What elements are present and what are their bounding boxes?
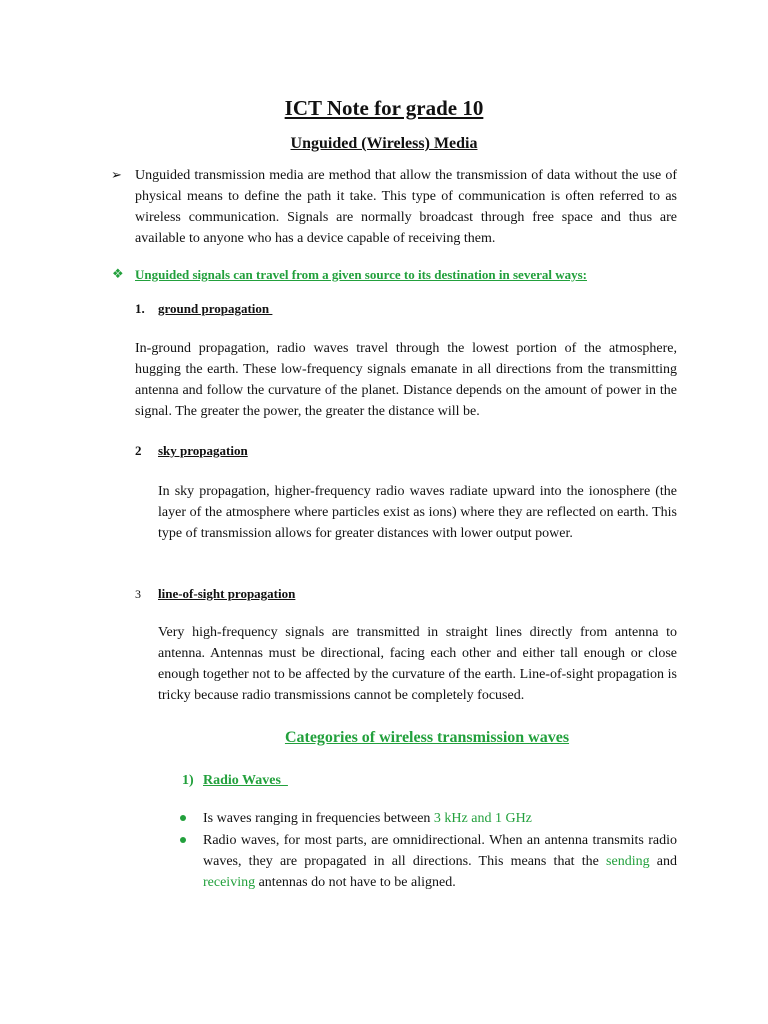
page-title: ICT Note for grade 10 bbox=[284, 96, 484, 120]
intro-paragraph: Unguided transmission media are method that allow the transmission of data without the use of physical means to define the path it take. This type of communication is often referred to as wireless communication. Signals are normally broadcast through free space and thus are available to anyone who has a device capable of receiving them. bbox=[135, 168, 677, 246]
radio-waves-bullet-2-part3: antennas do not have to be aligned. bbox=[255, 875, 456, 890]
ground-propagation-heading: ground propagation bbox=[158, 301, 273, 316]
ways-heading: Unguided signals can travel from a given source to its destination in several ways: bbox=[135, 267, 587, 282]
bullet-dot-icon bbox=[180, 815, 186, 821]
radio-waves-bullet-1 bbox=[203, 808, 677, 829]
radio-waves-number: 1) bbox=[182, 773, 194, 788]
los-propagation-text: Very high-frequency signals are transmitted in straight lines directly from antenna to antenna. Antennas must be directional, facing each other and either tall enough or close enough together not to be affected by the curvature of the earth. Line-of-sight propagation is tricky because radio transmissions cannot be completely focused. bbox=[158, 625, 677, 703]
los-propagation-number: 3 bbox=[135, 587, 141, 601]
sky-propagation-heading: sky propagation bbox=[158, 443, 248, 458]
radio-waves-bullet-2-part2: and bbox=[649, 854, 677, 869]
page-subtitle: Unguided (Wireless) Media bbox=[290, 135, 478, 152]
radio-waves-bullet-1-text: Is waves ranging in frequencies between bbox=[203, 811, 434, 826]
radio-waves-bullet-2 bbox=[203, 830, 677, 893]
bullet-dot-icon bbox=[180, 837, 186, 843]
los-propagation-heading: line-of-sight propagation bbox=[158, 586, 296, 601]
arrow-bullet-icon: ➢ bbox=[111, 168, 122, 183]
frequency-range: 3 kHz and 1 GHz bbox=[433, 811, 532, 826]
ground-propagation-text: In-ground propagation, radio waves travel through the lowest portion of the atmosphere, hugging the earth. These low-frequency signals emanate in all directions from the transmitting antenna and follow the curvature of the planet. Distance depends on the amount of power in the signal. The greater the power, the greater the distance will be. bbox=[135, 341, 677, 419]
sky-propagation-text: In sky propagation, higher-frequency radio waves radiate upward into the ionosphere (the layer of the atmosphere where particles exist as ions) where they are reflected on earth. This type of transmission allows for greater distances with lower output power. bbox=[158, 484, 677, 541]
radio-waves-bullet-2-part1: Radio waves, for most parts, are omnidirectional. When an antenna transmits radio waves, they are propagated in all directions. This means that the bbox=[203, 833, 677, 869]
diamond-bullet-icon: ❖ bbox=[112, 267, 124, 282]
ground-propagation-number: 1. bbox=[135, 301, 145, 316]
categories-heading: Categories of wireless transmission waves bbox=[284, 729, 570, 746]
receiving-highlight: receiving bbox=[203, 875, 256, 890]
radio-waves-heading: Radio Waves bbox=[203, 773, 288, 788]
sky-propagation-number: 2 bbox=[135, 443, 142, 458]
sending-highlight: sending bbox=[606, 854, 650, 869]
